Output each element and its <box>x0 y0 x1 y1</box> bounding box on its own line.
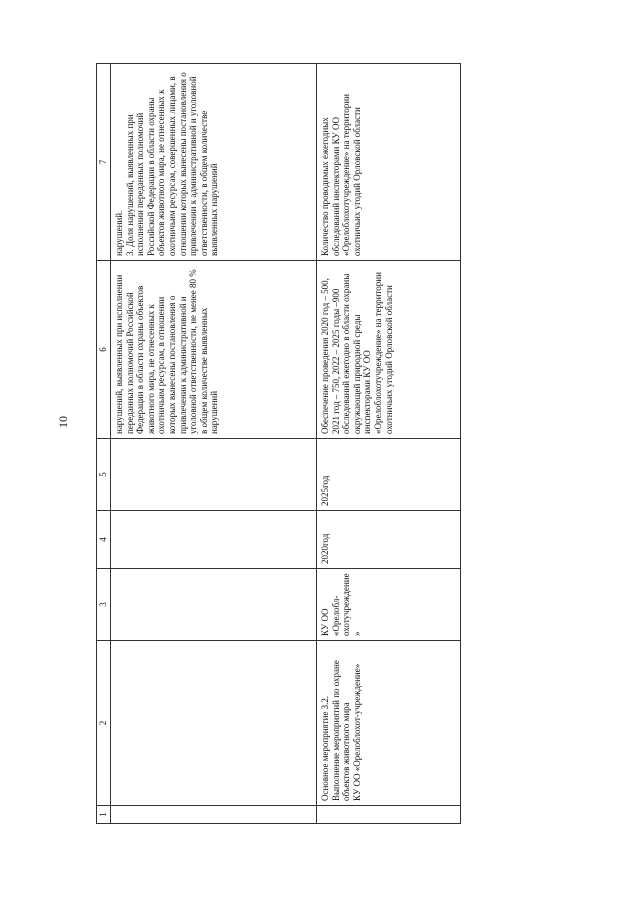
header-cell-4: 4 <box>97 511 111 569</box>
header-cell-5: 5 <box>97 439 111 511</box>
row2-col2-activity: Основное мероприятие 3.2. Выполнение мероприятий по охране объектов животного мира КУ ОО «Орелоблохот-учреждение» <box>317 641 461 806</box>
row1-col3 <box>111 569 317 641</box>
table-header-row <box>97 64 111 824</box>
row1-col7-indicator-text: нарушений. 3. Доля нарушений, выявленных при исполнении переданных полномочий Российской Федерации в области охраны объектов животного мира, не отнесенных к охотничьим ресурсам, совершенных лицами, в отношении которых вынесены постановления о привлечении к административной и уголовной ответственности, в общем количестве выявленных нарушений <box>111 64 317 261</box>
row2-col4-start-year: 2020год <box>317 511 461 569</box>
header-cell-2: 2 <box>97 641 111 806</box>
header-cell-7: 7 <box>97 64 111 261</box>
row2-col5-end-year: 2025год <box>317 439 461 511</box>
program-table <box>96 63 461 824</box>
page-number: 10 <box>56 416 70 428</box>
table-row <box>111 64 317 824</box>
header-cell-1: 1 <box>97 806 111 824</box>
table-row <box>317 64 461 824</box>
row2-col7-indicator: Количество проводимых ежегодных обследований инспекторами КУ ОО «Орелоблохотучреждение» на территории охотничьих угодий Орловской области <box>317 64 461 261</box>
row1-col6-indicator-text: нарушений, выявленных при исполнении переданных полномочий Российской Федерации в области охраны объектов животного мира, не отнесенных к охотничьим ресурсам, в отношении которых вынесены постановления о привлечении к административной и уголовной ответственности, не менее 80 % в общем количестве выявленных нарушений <box>111 261 317 439</box>
row2-col1 <box>317 806 461 824</box>
row1-col5 <box>111 439 317 511</box>
row2-col6-expected-result: Обеспечение проведения 2020 год – 500, 2021 год – 750, 2022 – 2025 годы –900 обследований ежегодно в области охраны окружающей природной среды инспекторами КУ ОО «Орелоблохотучреждение» на территории охотничьих угодий Орловской области <box>317 261 461 439</box>
row1-col1 <box>111 806 317 824</box>
rotated-table-wrapper <box>96 64 461 824</box>
row2-col3-executor: КУ ОО «Орелобл-охотучреждение» <box>317 569 461 641</box>
row1-col4 <box>111 511 317 569</box>
header-cell-3: 3 <box>97 569 111 641</box>
row1-col2 <box>111 641 317 806</box>
header-cell-6: 6 <box>97 261 111 439</box>
